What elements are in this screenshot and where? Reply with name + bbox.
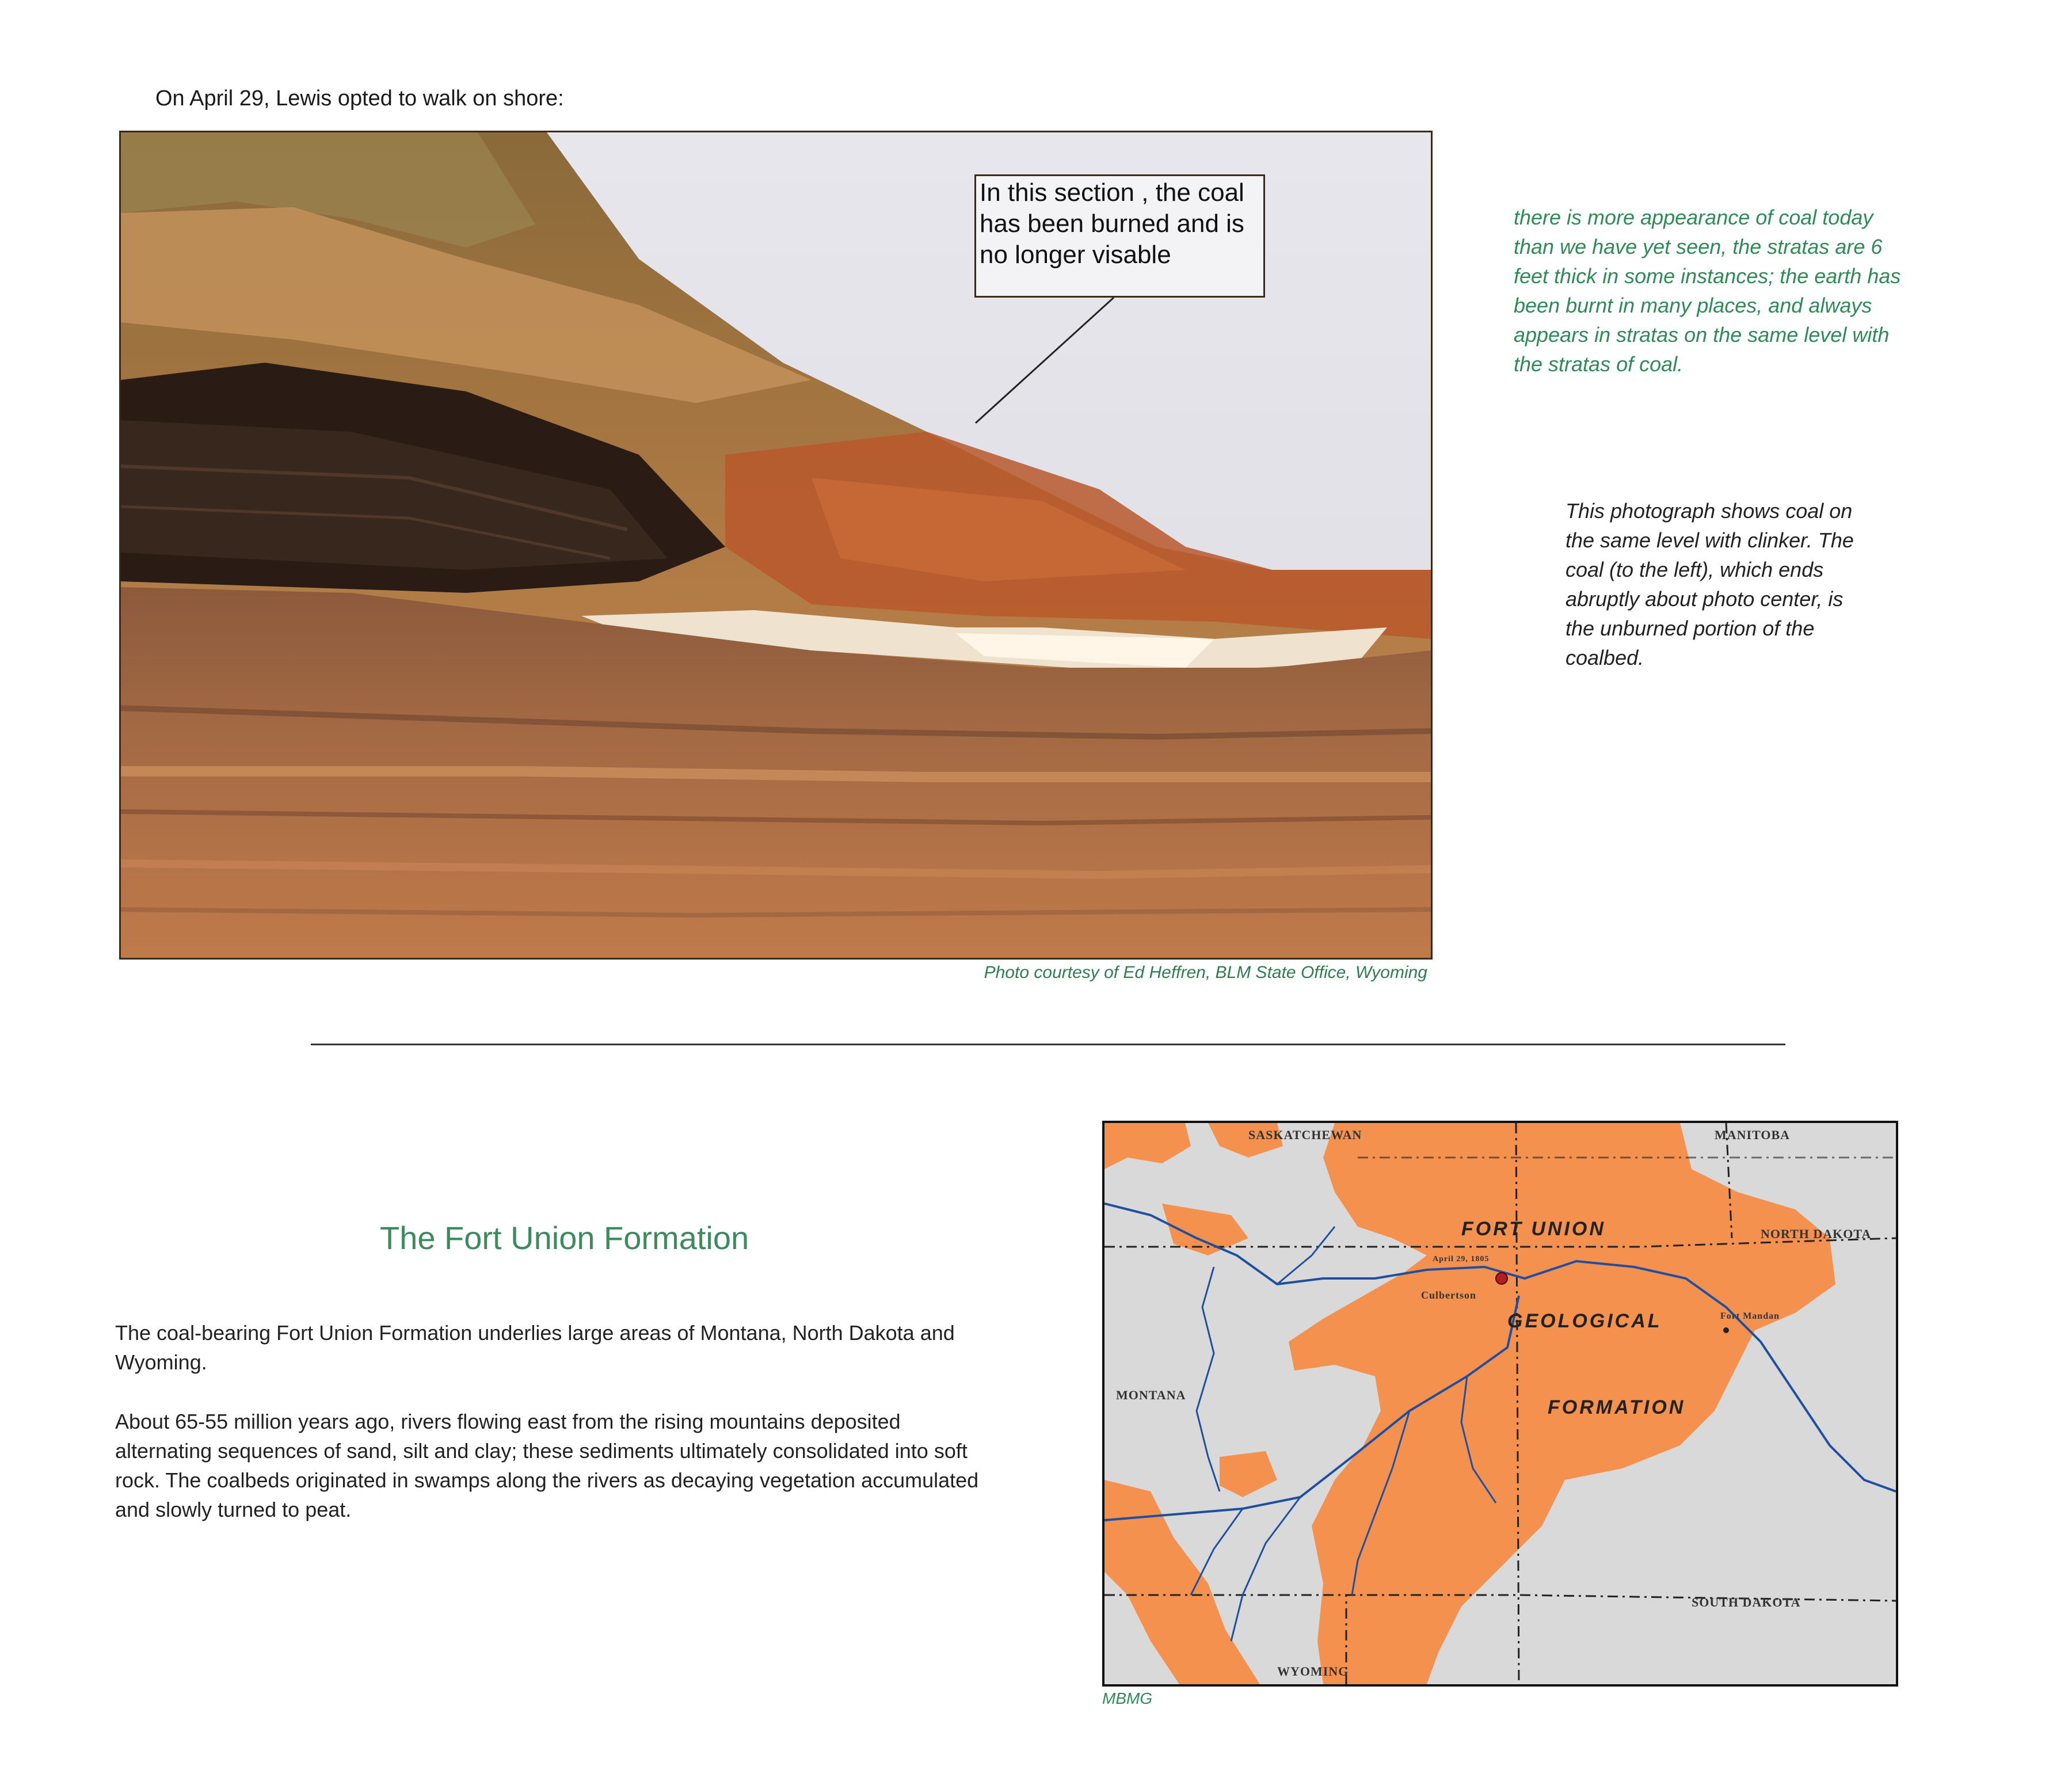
- section-title: The Fort Union Formation: [380, 1220, 749, 1256]
- map-label-saskatchewan: SASKATCHEWAN: [1248, 1128, 1362, 1142]
- map-label-fort-mandan: Fort Mandan: [1720, 1311, 1780, 1321]
- map-label-south-dakota: SOUTH DAKOTA: [1692, 1595, 1801, 1609]
- map-label-wyoming: WYOMING: [1277, 1664, 1349, 1678]
- formation-label-line-3: FORMATION: [1548, 1396, 1686, 1418]
- map-credit: MBMG: [1102, 1689, 1153, 1707]
- intro-text: On April 29, Lewis opted to walk on shore:: [155, 86, 564, 111]
- map-label-montana: MONTANA: [1116, 1388, 1186, 1402]
- formation-label-line-2: GEOLOGICAL: [1507, 1310, 1662, 1332]
- journal-quote: there is more appearance of coal today than we have yet seen, the stratas are 6 feet thick in some instances; the earth has been burnt in many places, and always appears in stratas on the same level with the stratas of coal.: [1514, 205, 1901, 376]
- map-label-culbertson: Culbertson: [1421, 1289, 1477, 1301]
- map-label-date-marker: April 29, 1805: [1433, 1255, 1490, 1263]
- formation-label-line-1: FORT UNION: [1461, 1218, 1606, 1240]
- fort-mandan-marker: [1723, 1327, 1729, 1333]
- section-paragraph-1: The coal-bearing Fort Union Formation underlies large areas of Montana, North Dakota and Wyoming.: [115, 1321, 955, 1374]
- photo-credit: Photo courtesy of Ed Heffren, BLM State Office, Wyoming: [984, 963, 1427, 982]
- photo-callout-box: In this section , the coal has been burned and is no longer visable: [974, 174, 1265, 298]
- map-label-manitoba: MANITOBA: [1715, 1128, 1791, 1142]
- map-label-north-dakota: NORTH DAKOTA: [1761, 1227, 1872, 1241]
- section-divider: [311, 1044, 1785, 1045]
- lewis-location-marker: [1496, 1273, 1507, 1284]
- photo-caption: This photograph shows coal on the same level with clinker. The coal (to the left), which ends abruptly about photo center, is the unburned portion of the coalbed.: [1566, 499, 1854, 669]
- section-paragraph-2: About 65-55 million years ago, rivers flowing east from the rising mountains deposited alternating sequences of sand, silt and clay; these sediments ultimately consolidated into soft rock. The coalbeds originated in swamps along the rivers as decaying vegetation accumulated and slowly turned to peat.: [115, 1410, 979, 1521]
- fort-union-map: [1102, 1121, 1898, 1687]
